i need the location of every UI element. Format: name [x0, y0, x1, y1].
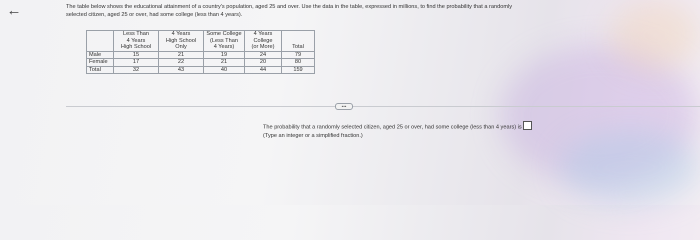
table-cell: 159	[282, 66, 315, 74]
question-line: selected citizen, aged 25 or over, had some college (less than 4 years).	[66, 12, 243, 19]
table-cell: 21	[204, 59, 245, 67]
header-text: 4 Years	[171, 31, 191, 37]
header-text: 4 Years	[126, 37, 146, 44]
column-header	[114, 31, 159, 52]
table-row	[87, 66, 315, 74]
section-divider	[66, 106, 700, 107]
table-cell: 17	[114, 59, 159, 67]
header-text: Total	[292, 44, 304, 50]
header-text: (or More)	[251, 44, 275, 50]
education-table	[86, 30, 315, 74]
screen-glare	[560, 130, 700, 205]
header-text: High School	[120, 44, 152, 50]
table-cell: 40	[204, 66, 245, 74]
table-cell: 19	[204, 51, 245, 59]
column-header	[245, 31, 282, 52]
table-cell: 79	[282, 51, 315, 59]
table-cell: 24	[245, 51, 282, 59]
table-header-row	[87, 31, 315, 52]
table-cell: 20	[245, 59, 282, 67]
table-row	[87, 51, 315, 59]
question-text	[66, 3, 700, 19]
answer-input[interactable]	[523, 121, 532, 130]
header-text: Less Than	[122, 31, 150, 37]
corner-cell	[87, 31, 114, 52]
row-label: Female	[87, 59, 114, 67]
header-text: 4 Years)	[213, 44, 235, 50]
row-label: Male	[87, 51, 114, 59]
table-cell: 15	[114, 51, 159, 59]
table-row	[87, 59, 315, 67]
table-cell: 80	[282, 59, 315, 67]
header-text: College	[253, 37, 273, 44]
back-arrow-icon[interactable]: ←	[6, 2, 22, 19]
question-line: The table below shows the educational attainment of a country's population, aged 25 and over. Use the data in the table, expressed in millions, to find the probability that a randomly	[66, 4, 513, 10]
table-cell: 44	[245, 66, 282, 74]
header-text: 4 Years	[253, 31, 273, 37]
table-cell: 32	[114, 66, 159, 74]
answer-prompt: The probability that a randomly selected citizen, aged 25 or over, had some college (less than 4 years) is	[263, 124, 522, 131]
answer-hint: (Type an integer or a simplified fraction.)	[263, 132, 363, 139]
header-text: Only	[175, 44, 187, 50]
column-header	[159, 31, 204, 52]
answer-section	[263, 121, 532, 140]
header-text: High School	[165, 37, 197, 44]
screen-glare	[500, 45, 700, 185]
table-cell: 43	[159, 66, 204, 74]
table-cell: 21	[159, 51, 204, 59]
more-options-button[interactable]: •••	[335, 103, 353, 110]
column-header	[282, 31, 315, 52]
table-cell: 22	[159, 59, 204, 67]
header-text: Some College	[206, 31, 242, 37]
header-text: (Less Than	[210, 37, 238, 44]
column-header	[204, 31, 245, 52]
row-label: Total	[87, 66, 114, 74]
